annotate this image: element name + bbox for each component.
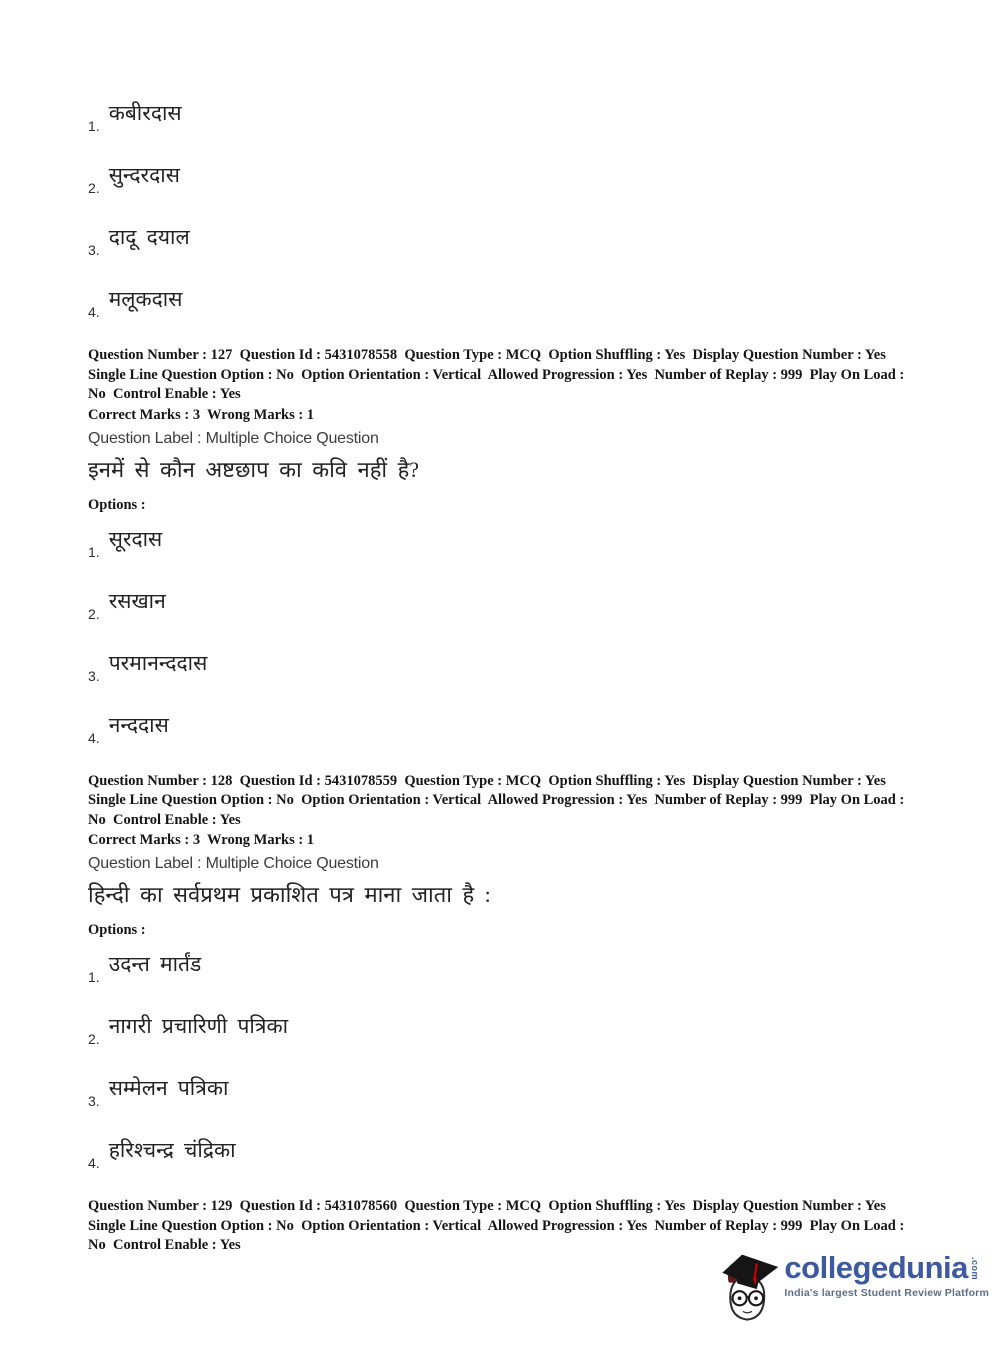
option-number: 3. bbox=[88, 242, 100, 258]
question-128-block bbox=[88, 772, 921, 1172]
question-meta-line: No Control Enable : Yes bbox=[88, 386, 241, 402]
option-number: 3. bbox=[88, 1093, 100, 1109]
option-number: 1. bbox=[88, 118, 100, 134]
option-row bbox=[88, 222, 921, 258]
option-number: 2. bbox=[88, 180, 100, 196]
option-text: नागरी प्रचारिणी पत्रिका bbox=[108, 1014, 289, 1038]
option-text: रसखान bbox=[108, 588, 166, 613]
question-127-block bbox=[88, 346, 921, 746]
option-number: 1. bbox=[88, 543, 100, 560]
question-meta-line: No Control Enable : Yes bbox=[88, 1237, 241, 1253]
option-row bbox=[88, 710, 921, 746]
marks-line: Correct Marks : 3 Wrong Marks : 1 bbox=[88, 832, 315, 848]
option-number: 1. bbox=[88, 969, 100, 985]
question-meta-line: No Control Enable : Yes bbox=[88, 811, 241, 828]
option-row bbox=[88, 648, 921, 684]
option-row bbox=[88, 1135, 921, 1171]
collegedunia-tld-text: .com bbox=[969, 1257, 980, 1281]
option-text: सुन्दरदास bbox=[108, 163, 180, 187]
question-meta-line: Question Number : 129 Question Id : 5431078560 Question Type : MCQ Option Shuffling : Yes Display Question Number : Yes bbox=[88, 1198, 886, 1214]
option-number: 2. bbox=[88, 1031, 100, 1047]
marks-line: Correct Marks : 3 Wrong Marks : 1 bbox=[88, 406, 315, 423]
options-heading: Options : bbox=[88, 922, 146, 938]
collegedunia-mascot-icon bbox=[714, 1253, 780, 1332]
option-number: 4. bbox=[88, 1155, 100, 1171]
option-row bbox=[88, 586, 921, 622]
option-text: परमानन्ददास bbox=[108, 650, 208, 675]
option-text: उदन्त मार्तंड bbox=[108, 952, 202, 976]
question-text: हिन्दी का सर्वप्रथम प्रकाशित पत्र माना जाता है : bbox=[88, 882, 491, 907]
question-128-options bbox=[88, 949, 921, 1171]
option-row bbox=[88, 524, 921, 560]
option-row bbox=[88, 1011, 921, 1047]
collegedunia-tagline: India's largest Student Review Platform bbox=[784, 1287, 989, 1299]
option-row bbox=[88, 284, 921, 320]
option-row bbox=[88, 98, 921, 134]
collegedunia-brand-text: collegedunia bbox=[784, 1250, 968, 1285]
question-label: Question Label : Multiple Choice Question bbox=[88, 429, 379, 447]
option-row bbox=[88, 160, 921, 196]
option-number: 4. bbox=[88, 729, 100, 746]
question-meta-line: Single Line Question Option : No Option Orientation : Vertical Allowed Progression : Yes Number of Replay : 999 Play On Load : bbox=[88, 792, 905, 808]
previous-question-options bbox=[88, 98, 921, 320]
option-number: 4. bbox=[88, 304, 100, 320]
option-row bbox=[88, 949, 921, 985]
option-text: नन्ददास bbox=[108, 712, 169, 737]
question-meta-line: Question Number : 127 Question Id : 5431078558 Question Type : MCQ Option Shuffling : Yes Display Question Number : Yes bbox=[88, 347, 886, 363]
question-meta-line: Single Line Question Option : No Option Orientation : Vertical Allowed Progression : Yes Number of Replay : 999 Play On Load : bbox=[88, 1217, 905, 1234]
option-row bbox=[88, 1073, 921, 1109]
options-heading: Options : bbox=[88, 496, 146, 513]
option-text: सूरदास bbox=[108, 526, 163, 551]
option-text: दादू दयाल bbox=[108, 225, 190, 249]
question-127-options bbox=[88, 524, 921, 746]
option-text: कबीरदास bbox=[108, 101, 182, 125]
option-text: सम्मेलन पत्रिका bbox=[108, 1076, 229, 1100]
question-label: Question Label : Multiple Choice Question bbox=[88, 855, 379, 872]
question-meta-line: Question Number : 128 Question Id : 5431078559 Question Type : MCQ Option Shuffling : Yes Display Question Number : Yes bbox=[88, 772, 886, 789]
question-meta-line: Single Line Question Option : No Option Orientation : Vertical Allowed Progression : Yes Number of Replay : 999 Play On Load : bbox=[88, 366, 905, 383]
collegedunia-logo bbox=[714, 1251, 989, 1332]
question-text: इनमें से कौन अष्टछाप का कवि नहीं है? bbox=[88, 456, 420, 482]
option-number: 3. bbox=[88, 667, 100, 684]
option-text: मलूकदास bbox=[108, 287, 183, 311]
question-129-meta-block bbox=[88, 1197, 921, 1256]
option-text: हरिश्चन्द्र चंद्रिका bbox=[108, 1138, 236, 1162]
option-number: 2. bbox=[88, 605, 100, 622]
